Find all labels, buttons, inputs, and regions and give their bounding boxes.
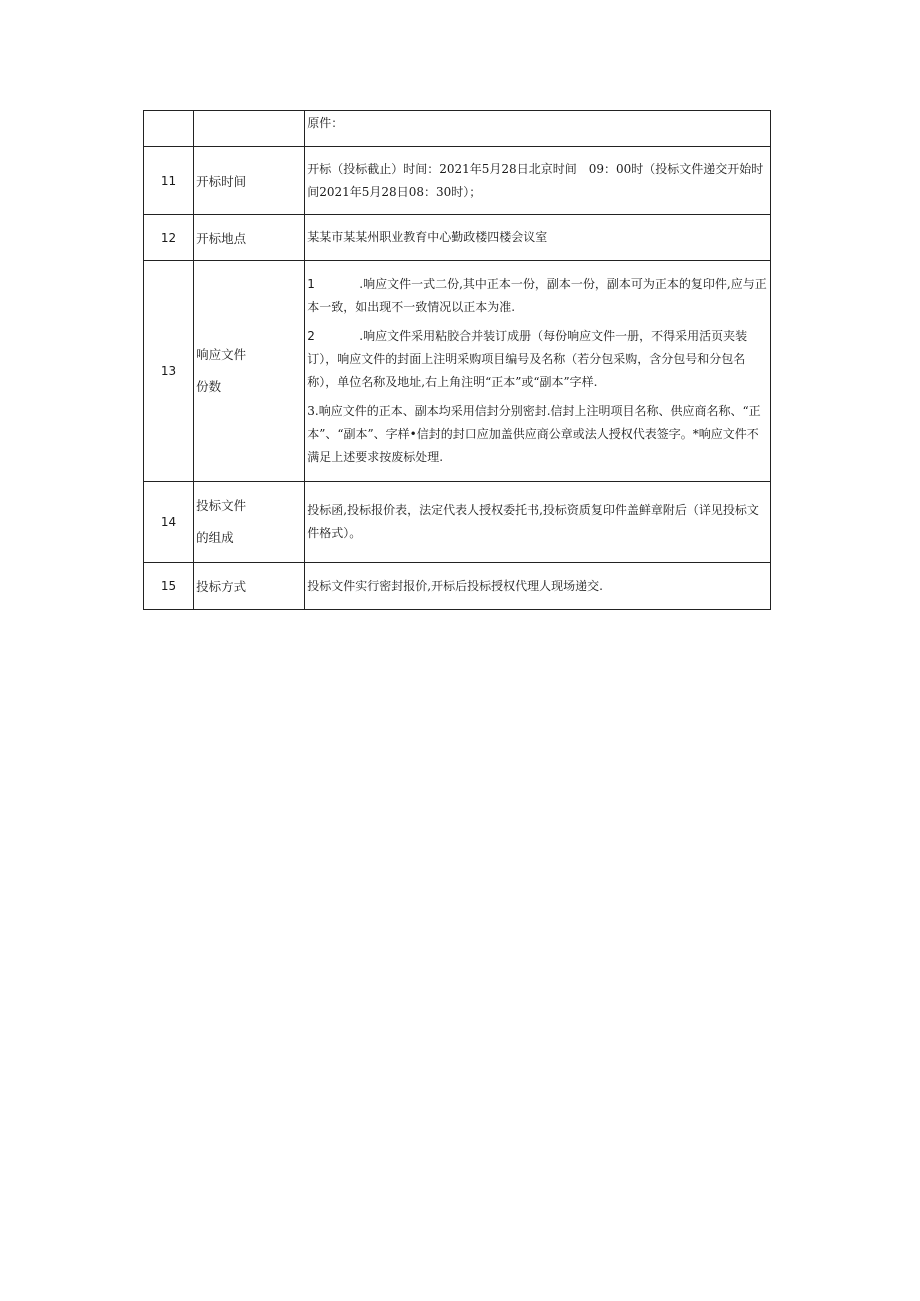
row-item-line: 投标文件 <box>196 498 247 513</box>
row-content: 投标函,投标报价表，法定代表人授权委托书,投标资质复印件盖鲜章附后（详见投标文件格式）。 <box>305 482 771 563</box>
row-item-line: 份数 <box>196 379 222 394</box>
table-row <box>144 563 771 610</box>
row-content: 原件： <box>305 111 771 147</box>
row-item <box>194 482 305 563</box>
row-content: 开标（投标截止）时间：2021年5月28日北京时间 09：00时（投标文件递交开始时间2021年5月28日08：30时）； <box>305 147 771 215</box>
row-item <box>194 261 305 482</box>
content-paragraph <box>307 325 768 394</box>
paragraph-text: .响应文件一式二份,其中正本一份，副本一份，副本可为正本的复印件,应与正本一致，如出现不一致情况以正本为准. <box>307 277 767 314</box>
row-content: 投标文件实行密封报价,开标后投标授权代理人现场递交. <box>305 563 771 610</box>
row-number: 11 <box>144 147 194 215</box>
row-content <box>305 261 771 482</box>
content-paragraph <box>307 273 768 319</box>
row-number <box>144 111 194 147</box>
row-item: 投标方式 <box>194 563 305 610</box>
row-number: 12 <box>144 215 194 261</box>
row-number: 13 <box>144 261 194 482</box>
bid-info-table <box>143 110 771 610</box>
paragraph-text: .响应文件采用粘胶合并装订成册（每份响应文件一册，不得采用活页夹装订），响应文件的封面上注明采购项目编号及名称（若分包采购，含分包号和分包名称），单位名称及地址,右上角注明“正本”或“副本”字样. <box>307 329 748 389</box>
row-number: 14 <box>144 482 194 563</box>
table-row <box>144 482 771 563</box>
row-item-line: 响应文件 <box>196 347 247 362</box>
row-content: 某某市某某州职业教育中心勤政楼四楼会议室 <box>305 215 771 261</box>
row-item <box>194 111 305 147</box>
row-item: 开标时间 <box>194 147 305 215</box>
table-row <box>144 111 771 147</box>
row-number: 15 <box>144 563 194 610</box>
row-item: 开标地点 <box>194 215 305 261</box>
table-row <box>144 215 771 261</box>
paragraph-number: 2 <box>307 329 315 343</box>
table-row <box>144 147 771 215</box>
paragraph-number: 1 <box>307 277 315 291</box>
content-paragraph: 3.响应文件的正本、副本均采用信封分别密封.信封上注明项目名称、供应商名称、“正本”、“副本”、字样•信封的封口应加盖供应商公章或法人授权代表签字。*响应文件不满足上述要求按废标处理. <box>307 404 761 464</box>
table-row <box>144 261 771 482</box>
row-item-line: 的组成 <box>196 530 234 545</box>
